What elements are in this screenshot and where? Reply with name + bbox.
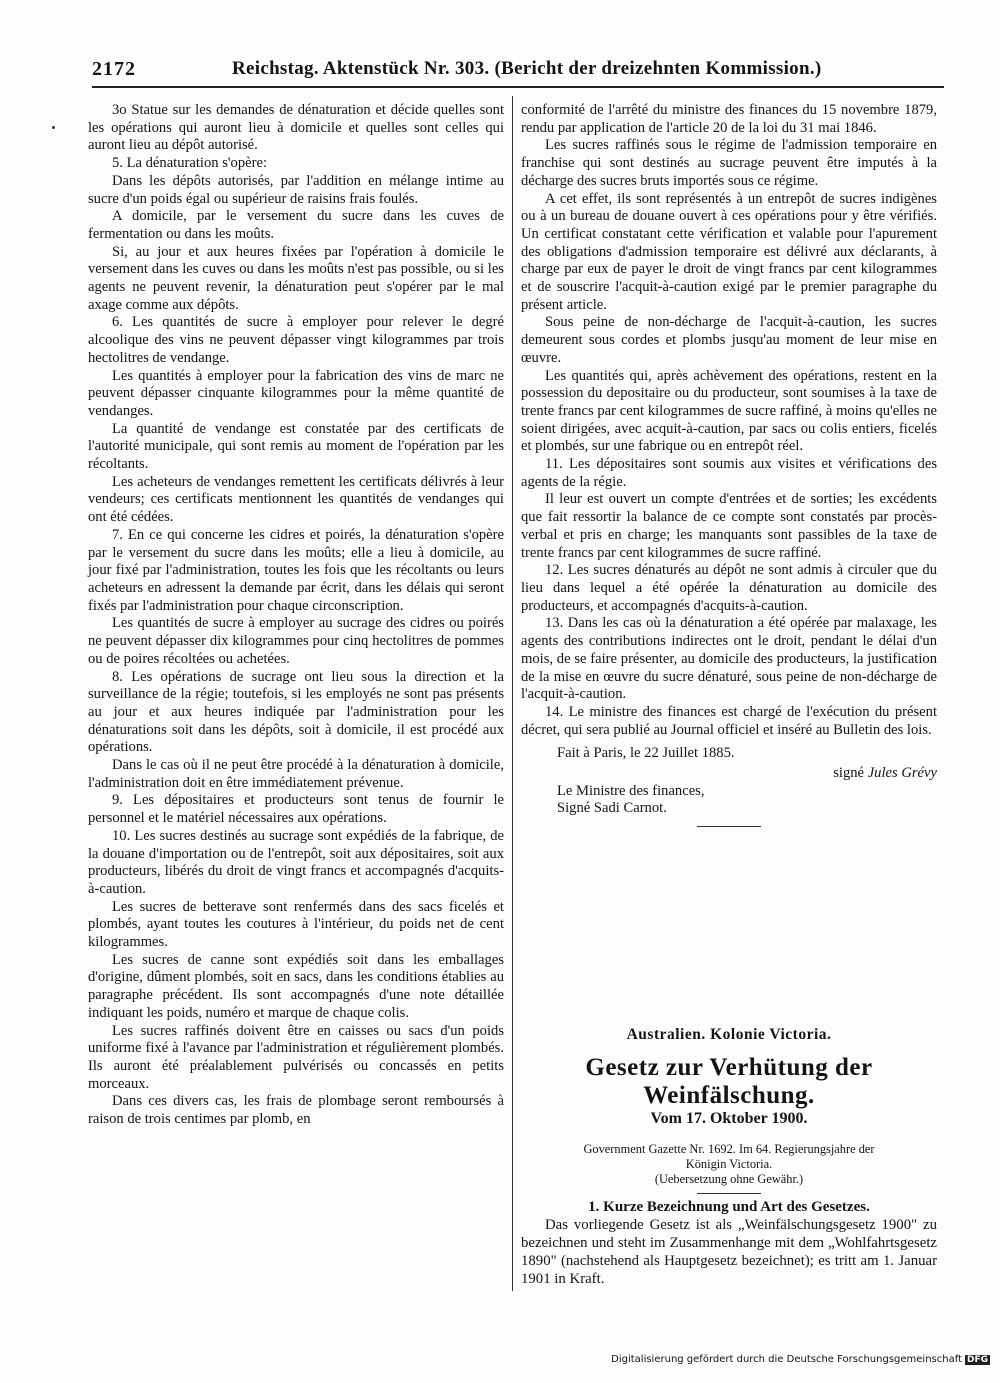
law-date: Vom 17. Oktober 1900. [650,1110,808,1127]
paragraph: Les sucres raffinés sous le régime de l'admission temporaire en franchise qui sont destinés au sucrage peuvent être imputés à la décharge des sucres bruts importés sous ce régime. [521,137,937,189]
digitization-credit [611,1354,990,1365]
president-signature [521,765,937,783]
paragraph: Les quantités qui, après achèvement des opérations, restent en la possession du depositaire ou du producteur, sont soumises à la taxe de trente francs par cent kilogrammes de sucre raffiné, à moins qu'elles ne soient dirigées, avec acquit-à-caution, par sacs ou colis entiers, ficelés et plombés, sur une fabrique ou en entrepôt réel. [521,367,937,455]
paragraph: Les quantités de sucre à employer au sucrage des cidres ou poirés ne peuvent dépasser dix kilogrammes pour cinq hectolitres de pommes ou de poires récoltées ou achetées. [88,615,504,667]
paragraph: Les sucres de betterave sont renfermés dans des sacs ficelés et plombés, ayant toutes les coutures à l'intérieur, du poids net de cent kilogrammes. [88,898,504,951]
paragraph: Dans ces divers cas, les frais de plombage seront remboursés à raison de trois centimes par plomb, en [88,1093,504,1128]
article-1 [521,1198,937,1288]
header-rule [92,86,944,88]
paragraph: 12. Les sucres dénaturés au dépôt ne sont admis à circuler que du lieu dans lequel a été opérée la dénaturation au domicile des producteurs, et accompagnés d'acquits-à-caution. [521,562,937,614]
separator-rule [697,1193,761,1194]
paragraph: 8. Les opérations de sucrage ont lieu sous la direction et la surveillance de la régie; toutefois, si les employés ne sont pas présents au jour et aux heures indiquée par l'administration pour les dénaturations soit dans les dépôts, soit à domicile, il est procédé aux opérations. [88,668,504,756]
gazette-line: Government Gazette Nr. 1692. Im 64. Regierungsjahre der [583,1142,875,1156]
paragraph: Dans le cas où il ne peut être procédé à la dénaturation à domicile, l'administration doit en être immédiatement prévenue. [88,757,504,791]
right-column [521,102,937,827]
page-number: 2172 [92,58,136,80]
paragraph: Dans les dépôts autorisés, par l'addition en mélange intime au sucre d'un poids égal ou supérieur de raisins frais foulés. [88,172,504,207]
dfg-logo: DFG [966,1355,988,1365]
gazette-line: (Uebersetzung ohne Gewähr.) [654,1172,804,1186]
place-date: Fait à Paris, le 22 Juillet 1885. [557,745,735,762]
paragraph: Les sucres raffinés doivent être en caisses ou sacs d'un poids uniforme fixé à l'avance par l'administration et régulièrement plombés. Ils auront été préalablement pulvérisés ou concassés en petits morceaux. [88,1022,504,1092]
paragraph: Les quantités à employer pour la fabrication des vins de marc ne peuvent dépasser cinquante kilogrammes pour la même quantité de vendanges. [88,367,504,419]
paragraph: Il leur est ouvert un compte d'entrées et de sorties; les excédents que fait ressortir la balance de ce compte sont constatés par procès-verbal et pris en charge; les manquants sont passibles de la taxe de trente francs par cent kilogrammes de sucre raffiné. [521,491,937,561]
gazette-reference [521,1142,937,1187]
paragraph: 7. En ce qui concerne les cidres et poirés, la dénaturation s'opère par le versement du sucre dans les moûts; elle a lieu à domicile, au jour fixé par l'administration, toutes les fois que les récoltants ou leurs acheteurs en adressent la demande par écrit, dans les délais qui seront fixés par l'administration pour chaque circonscription. [88,526,504,614]
law-section-header [521,1026,937,1194]
paragraph: conformité de l'arrêté du ministre des finances du 15 novembre 1879, rendu par application de l'article 20 de la loi du 31 mai 1846. [521,102,937,136]
article-text: Das vorliegende Gesetz ist als „Weinfälschungsgesetz 1900" zu bezeichnen und steht im Zusammenhange mit dem „Wohlfahrtsgesetz 1890" (nachstehend als Hauptgesetz bezeichnet); es tritt am 1. Januar 1901 in Kraft. [521,1217,937,1287]
column-divider [512,96,513,1291]
paragraph: 5. La dénaturation s'opère: [112,155,267,172]
paragraph: 3o Statue sur les demandes de dénaturation et décide quelles sont les opérations qui auront lieu à domicile et quelles sont celles qui auront lieu au dépôt autorisé. [88,102,504,154]
credit-text: Digitalisierung gefördert durch die Deutsche Forschungsgemeinschaft [611,1354,962,1365]
paragraph: A cet effet, ils sont représentés à un entrepôt de sucres indigènes ou à un bureau de douane ouvert à ces opérations pour y être vérifiés. Un certificat constatant cette vérification et valable pour l'apurement des obligations d'admission temporaire est délivré aux déclarants, à charge par eux de payer le droit de vingt francs par cent kilogrammes et de souscrire l'acquit-à-caution exigé par le premier paragraphe du présent article. [521,190,937,313]
paragraph: 13. Dans les cas où la dénaturation a été opérée par malaxage, les agents des contributions indirectes ont le droit, pendant le délai d'un mois, de se faire présenter, au domicile des producteurs, la justification de la mise en œuvre du sucre dénaturé, sous peine de non-décharge de l'acquit-à-caution. [521,615,937,703]
signe-prefix: signé [833,765,865,782]
country-heading: Australien. Kolonie Victoria. [626,1026,832,1043]
gazette-line: Königin Victoria. [685,1157,773,1171]
paragraph: A domicile, par le versement du sucre dans les cuves de fermentation ou dans les moûts. [88,208,504,242]
paragraph: Sous peine de non-décharge de l'acquit-à-caution, les sucres demeurent sous cordes et plombs jusqu'au moment de leur mise en œuvre. [521,314,937,366]
paragraph: 11. Les dépositaires sont soumis aux visites et vérifications des agents de la régie. [521,456,937,490]
minister-signature: Signé Sadi Carnot. [557,800,667,817]
margin-mark [52,126,55,129]
left-column [88,102,504,1129]
paragraph: 9. Les dépositaires et producteurs sont tenus de fournir le personnel et le matériel nécessaires aux opérations. [88,792,504,827]
paragraph: 6. Les quantités de sucre à employer pour relever le degré alcoolique des vins ne peuvent dépasser vingt kilogrammes par trois hectolitres de vendange. [88,314,504,366]
minister-title: Le Ministre des finances, [557,782,705,799]
law-title: Gesetz zur Verhütung der Weinfälschung. [585,1054,873,1109]
paragraph: Les acheteurs de vendanges remettent les certificats délivrés à leur vendeurs; ces certificats mentionnent les quantités de vendanges qui ont été cédées. [88,473,504,526]
page-header [92,58,944,84]
running-title: Reichstag. Aktenstück Nr. 303. (Bericht der dreizehnten Kommission.) [232,58,822,79]
paragraph: 10. Les sucres destinés au sucrage sont expédiés de la fabrique, de la douane d'importation ou de l'entrepôt, soit aux dépositaires, soit aux producteurs, libérés du droit de vingt francs et accompagnés d'acquits-à-caution. [88,827,504,897]
separator-rule [697,826,761,827]
paragraph: 14. Le ministre des finances est chargé de l'exécution du présent décret, qui sera publié au Journal officiel et inséré au Bulletin des lois. [521,703,937,738]
article-heading: 1. Kurze Bezeichnung und Art des Gesetzes. [588,1199,870,1215]
paragraph: Si, au jour et aux heures fixées par l'opération à domicile le versement dans les cuves ou dans les moûts n'est pas possible, ou si les agents ne peuvent revenir, la dénaturation peut s'opérer par le mal axage comme aux dépôts. [88,243,504,313]
signer-name: Jules Grévy [867,765,937,782]
paragraph: Les sucres de canne sont expédiés soit dans les emballages d'origine, dûment plombés, soit en sacs, dans les conditions établies au paragraphe précédent. Ils sont accompagnés d'une note détaillée indiquant les poids, numéro et marque de chaque colis. [88,951,504,1021]
paragraph: La quantité de vendange est constatée par des certificats de l'autorité municipale, qui sont remis au moment de l'opération par les récoltants. [88,420,504,473]
